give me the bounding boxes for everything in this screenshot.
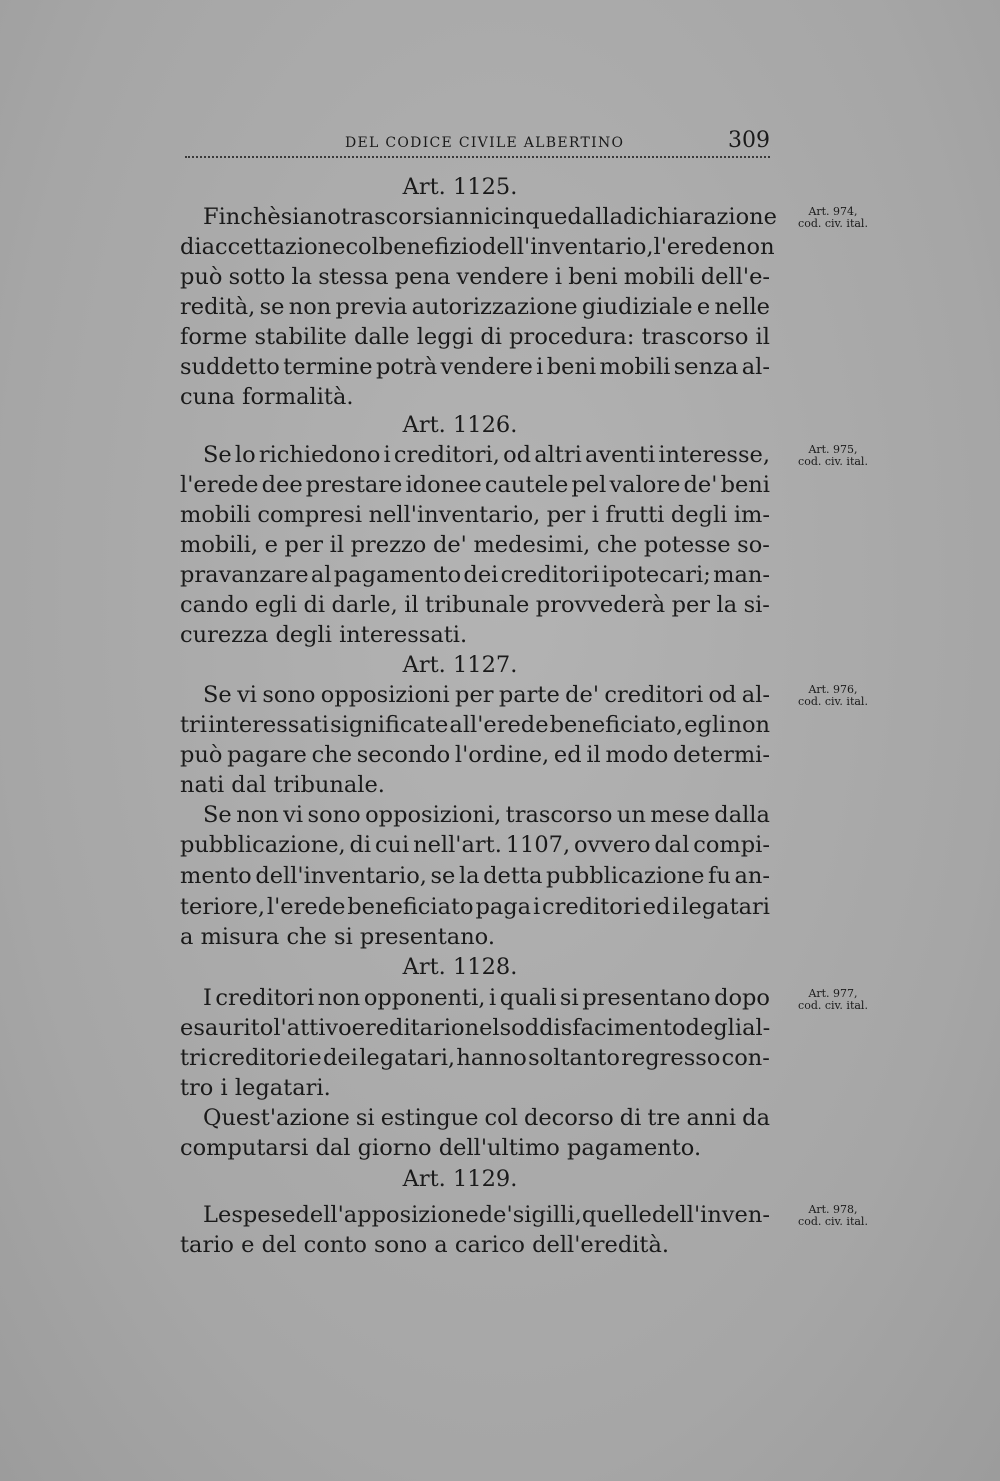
word: ovvero: [573, 832, 651, 858]
margin-note: [778, 206, 888, 230]
word: ereditario: [351, 1015, 465, 1041]
word: termine: [283, 354, 373, 380]
word: per: [455, 682, 494, 708]
word: beni: [568, 264, 618, 290]
word: benefizio: [378, 234, 482, 260]
text-line: tario e del conto sono a carico dell'eredità.: [180, 1232, 670, 1258]
word: nell'inventario,: [368, 502, 541, 528]
word: regresso: [621, 1045, 721, 1071]
word: per: [284, 532, 324, 558]
word: pel: [571, 472, 607, 498]
word: idonee: [405, 472, 482, 498]
word: opponenti,: [363, 985, 486, 1011]
word: frutti: [605, 502, 665, 528]
word: dell'inventario,: [255, 863, 427, 889]
word: all'erede: [449, 712, 549, 738]
word: determi-: [673, 742, 770, 768]
margin-note: [778, 684, 888, 708]
word: il: [404, 592, 419, 618]
word: de': [683, 472, 718, 498]
word: col: [345, 234, 379, 260]
word: im-: [733, 502, 770, 528]
word: di: [349, 832, 372, 858]
word: mobili: [623, 264, 695, 290]
word: dopo: [714, 985, 770, 1011]
word: i: [536, 354, 544, 380]
word: di: [480, 324, 502, 350]
text-line: [203, 800, 770, 830]
word: col: [484, 1105, 518, 1131]
word: mese: [650, 802, 710, 828]
text-line: [180, 560, 770, 590]
word: i: [591, 502, 599, 528]
word: autorizzazione: [411, 294, 578, 320]
word: dei: [322, 1045, 358, 1071]
word: dee: [261, 472, 303, 498]
word: tribunale: [425, 592, 530, 618]
word: ed: [642, 894, 671, 920]
word: presentano: [582, 985, 711, 1011]
text-line: [180, 1043, 770, 1073]
article-heading: Art. 1129.: [402, 1166, 518, 1192]
margin-note-line: cod. civ. ital.: [798, 217, 868, 230]
word: il: [586, 742, 601, 768]
word: vendere: [456, 264, 549, 290]
word: tre: [647, 1105, 681, 1131]
word: beneficiato: [347, 894, 474, 920]
word: egli: [254, 592, 298, 618]
running-title: DEL CODICE CIVILE ALBERTINO: [345, 135, 625, 151]
word: i: [672, 894, 680, 920]
text-line: tro i legatari.: [180, 1075, 331, 1101]
word: aventi: [584, 442, 656, 468]
word: beni: [546, 354, 597, 380]
word: interessati: [208, 712, 329, 738]
word: l'ordine,: [454, 742, 550, 768]
text-line: [180, 292, 770, 322]
word: anni: [686, 1105, 737, 1131]
word: de': [565, 682, 600, 708]
word: mobili: [599, 354, 671, 380]
word: Le: [203, 1202, 232, 1228]
word: dalle: [353, 324, 410, 350]
margin-note: [778, 444, 888, 468]
text-line: [180, 830, 770, 860]
word: opposizioni,: [365, 802, 502, 828]
word: pagare: [227, 742, 307, 768]
word: nell'art.: [413, 832, 502, 858]
word: i: [554, 264, 563, 290]
word: teriore,: [180, 894, 266, 920]
word: mobili,: [180, 532, 259, 558]
word: pubblicazione,: [180, 832, 346, 858]
word: compi-: [693, 832, 770, 858]
word: senza: [673, 354, 739, 380]
word: fu: [708, 863, 731, 889]
word: di: [303, 592, 326, 618]
word: previa: [335, 294, 408, 320]
word: suddetto: [180, 354, 280, 380]
page-header: [185, 128, 770, 158]
word: non: [727, 712, 770, 738]
word: man-: [713, 562, 770, 588]
margin-note-line: cod. civ. ital.: [798, 1215, 868, 1228]
word: Quest'azione: [203, 1105, 350, 1131]
word: dell'inventario,: [481, 234, 654, 260]
word: beneficiato,: [549, 712, 684, 738]
text-line: [203, 1200, 770, 1230]
word: quelle: [581, 1202, 652, 1228]
word: pravanzare: [180, 562, 309, 588]
text-line: curezza degli interessati.: [180, 622, 468, 648]
word: potrà: [375, 354, 438, 380]
word: 1107,: [505, 832, 571, 858]
word: creditori,: [393, 442, 500, 468]
text-line: [180, 232, 775, 262]
word: l'erede: [653, 234, 733, 260]
word: tri: [180, 1045, 207, 1071]
word: dell'apposizione: [295, 1202, 479, 1228]
word: ed: [553, 742, 582, 768]
word: detta: [483, 863, 543, 889]
word: creditori: [500, 562, 600, 588]
word: medesimi,: [473, 532, 591, 558]
word: cinque: [490, 204, 568, 230]
word: accettazione: [201, 234, 346, 260]
word: al-: [741, 682, 770, 708]
word: richiedono: [258, 442, 381, 468]
word: se: [430, 863, 456, 889]
word: giudiziale: [581, 294, 693, 320]
word: pagamento: [333, 562, 462, 588]
word: sono: [307, 802, 361, 828]
word: mobili: [180, 502, 251, 528]
word: si: [355, 1105, 375, 1131]
word: il: [755, 324, 770, 350]
word: l'erede: [180, 472, 259, 498]
word: non: [732, 234, 775, 260]
word: paga: [475, 894, 532, 920]
word: potesse: [643, 532, 731, 558]
word: trascorsi: [340, 204, 442, 230]
text-line: a misura che si presentano.: [180, 924, 495, 950]
word: cautele: [484, 472, 569, 498]
margin-note-line: cod. civ. ital.: [798, 999, 868, 1012]
word: esaurito: [180, 1015, 274, 1041]
word: creditori: [604, 682, 704, 708]
word: Se: [203, 682, 232, 708]
margin-note-line: cod. civ. ital.: [798, 695, 868, 708]
word: nelle: [714, 294, 770, 320]
text-line: [180, 352, 770, 382]
word: tri: [180, 712, 207, 738]
text-line: [180, 861, 770, 891]
word: un: [616, 802, 646, 828]
word: dalla: [567, 204, 624, 230]
text-line: [180, 892, 770, 922]
word: dell'inven-: [651, 1202, 770, 1228]
word: dell'e-: [700, 264, 770, 290]
word: darle,: [331, 592, 398, 618]
word: I: [203, 985, 212, 1011]
word: interesse,: [658, 442, 770, 468]
word: redità,: [180, 294, 256, 320]
word: non: [236, 802, 279, 828]
word: trascorso: [641, 324, 749, 350]
word: si-: [743, 592, 770, 618]
margin-note-line: cod. civ. ital.: [798, 455, 868, 468]
word: altri: [534, 442, 582, 468]
word: spese: [231, 1202, 296, 1228]
word: di: [619, 1105, 642, 1131]
word: cui: [374, 832, 410, 858]
word: dei: [463, 562, 499, 588]
word: e: [308, 1045, 322, 1071]
text-line: [203, 202, 777, 232]
word: od: [708, 682, 737, 708]
text-line: [203, 983, 770, 1013]
word: Finchè: [203, 204, 281, 230]
word: soddisfacimento: [499, 1015, 686, 1041]
word: stabilite: [254, 324, 347, 350]
word: dalla: [714, 802, 770, 828]
word: valore: [609, 472, 681, 498]
word: può: [180, 742, 223, 768]
word: che: [596, 532, 638, 558]
word: de': [478, 1202, 513, 1228]
word: sono: [262, 682, 316, 708]
word: non: [317, 985, 361, 1011]
word: vendere: [440, 354, 533, 380]
word: soltanto: [528, 1045, 620, 1071]
word: al-: [741, 354, 770, 380]
word: vi: [283, 802, 304, 828]
word: se: [259, 294, 285, 320]
word: pena: [394, 264, 451, 290]
margin-note-line: Art. 977,: [808, 987, 858, 1000]
word: legatari: [681, 894, 770, 920]
text-line: computarsi dal giorno dell'ultimo pagamento.: [180, 1135, 702, 1161]
word: leggi: [416, 324, 474, 350]
text-line: cuna formalità.: [180, 384, 354, 410]
word: si: [559, 985, 579, 1011]
word: stessa: [318, 264, 389, 290]
word: secondo: [356, 742, 451, 768]
word: so-: [737, 532, 770, 558]
word: degli: [685, 1015, 743, 1041]
margin-note-line: Art. 978,: [808, 1203, 858, 1216]
text-line: [180, 530, 770, 560]
word: od: [503, 442, 532, 468]
text-line: [180, 322, 770, 352]
word: Se: [203, 802, 232, 828]
word: mento: [180, 863, 252, 889]
word: quali: [499, 985, 557, 1011]
word: che: [311, 742, 353, 768]
margin-note: [778, 988, 888, 1012]
article-heading: Art. 1128.: [402, 954, 518, 980]
word: de': [432, 532, 467, 558]
word: compresi: [257, 502, 363, 528]
word: l'erede: [266, 894, 346, 920]
word: anni: [441, 204, 491, 230]
margin-note-line: Art. 976,: [808, 683, 858, 696]
margin-note-line: Art. 975,: [808, 443, 858, 456]
word: creditori: [215, 985, 315, 1011]
word: i: [383, 442, 391, 468]
word: decorso: [523, 1105, 614, 1131]
word: dal: [654, 832, 690, 858]
word: i: [532, 894, 541, 920]
word: il: [329, 532, 345, 558]
word: può: [180, 264, 223, 290]
word: procedura:: [509, 324, 635, 350]
article-heading: Art. 1126.: [402, 412, 518, 438]
word: e: [264, 532, 278, 558]
word: ipotecari;: [601, 562, 711, 588]
word: sotto: [228, 264, 286, 290]
article-heading: Art. 1127.: [402, 652, 518, 678]
word: prestare: [305, 472, 403, 498]
word: al-: [742, 1015, 771, 1041]
word: egli: [684, 712, 727, 738]
text-line: [180, 500, 770, 530]
text-line: [203, 440, 770, 470]
word: per: [546, 502, 586, 528]
word: provvederà: [535, 592, 666, 618]
word: i: [488, 985, 497, 1011]
text-line: nati dal tribunale.: [180, 772, 385, 798]
word: forme: [180, 324, 248, 350]
word: significate: [330, 712, 449, 738]
word: creditori: [541, 894, 641, 920]
word: la: [291, 264, 313, 290]
word: opposizioni: [320, 682, 450, 708]
word: dichiarazione: [623, 204, 777, 230]
word: parte: [498, 682, 560, 708]
word: con-: [721, 1045, 770, 1071]
text-line: [180, 470, 770, 500]
margin-note-line: Art. 974,: [808, 205, 858, 218]
word: non: [288, 294, 332, 320]
word: an-: [734, 863, 770, 889]
word: hanno: [456, 1045, 527, 1071]
word: Se: [203, 442, 232, 468]
page-number: 309: [728, 128, 770, 153]
word: beni: [720, 472, 770, 498]
word: al: [310, 562, 332, 588]
text-line: [180, 740, 770, 770]
article-heading: Art. 1125.: [402, 174, 518, 200]
word: siano: [280, 204, 341, 230]
word: pubblicazione: [545, 863, 705, 889]
word: e: [696, 294, 711, 320]
word: vi: [237, 682, 257, 708]
text-line: [203, 1103, 770, 1133]
word: estingue: [380, 1105, 479, 1131]
word: nel: [464, 1015, 500, 1041]
text-line: [180, 1013, 770, 1043]
text-line: [180, 590, 770, 620]
word: per: [671, 592, 711, 618]
word: lo: [234, 442, 256, 468]
word: trascorso: [505, 802, 613, 828]
word: da: [742, 1105, 770, 1131]
word: la: [458, 863, 480, 889]
word: creditori: [208, 1045, 308, 1071]
word: la: [716, 592, 738, 618]
word: legatari,: [359, 1045, 456, 1071]
word: degli: [670, 502, 728, 528]
word: cando: [180, 592, 249, 618]
word: l'attivo: [273, 1015, 352, 1041]
text-line: [180, 262, 770, 292]
word: prezzo: [350, 532, 427, 558]
word: modo: [605, 742, 669, 768]
text-line: [203, 680, 770, 710]
margin-note: [778, 1204, 888, 1228]
word: di: [180, 234, 202, 260]
word: sigilli,: [512, 1202, 582, 1228]
text-line: [180, 710, 770, 740]
